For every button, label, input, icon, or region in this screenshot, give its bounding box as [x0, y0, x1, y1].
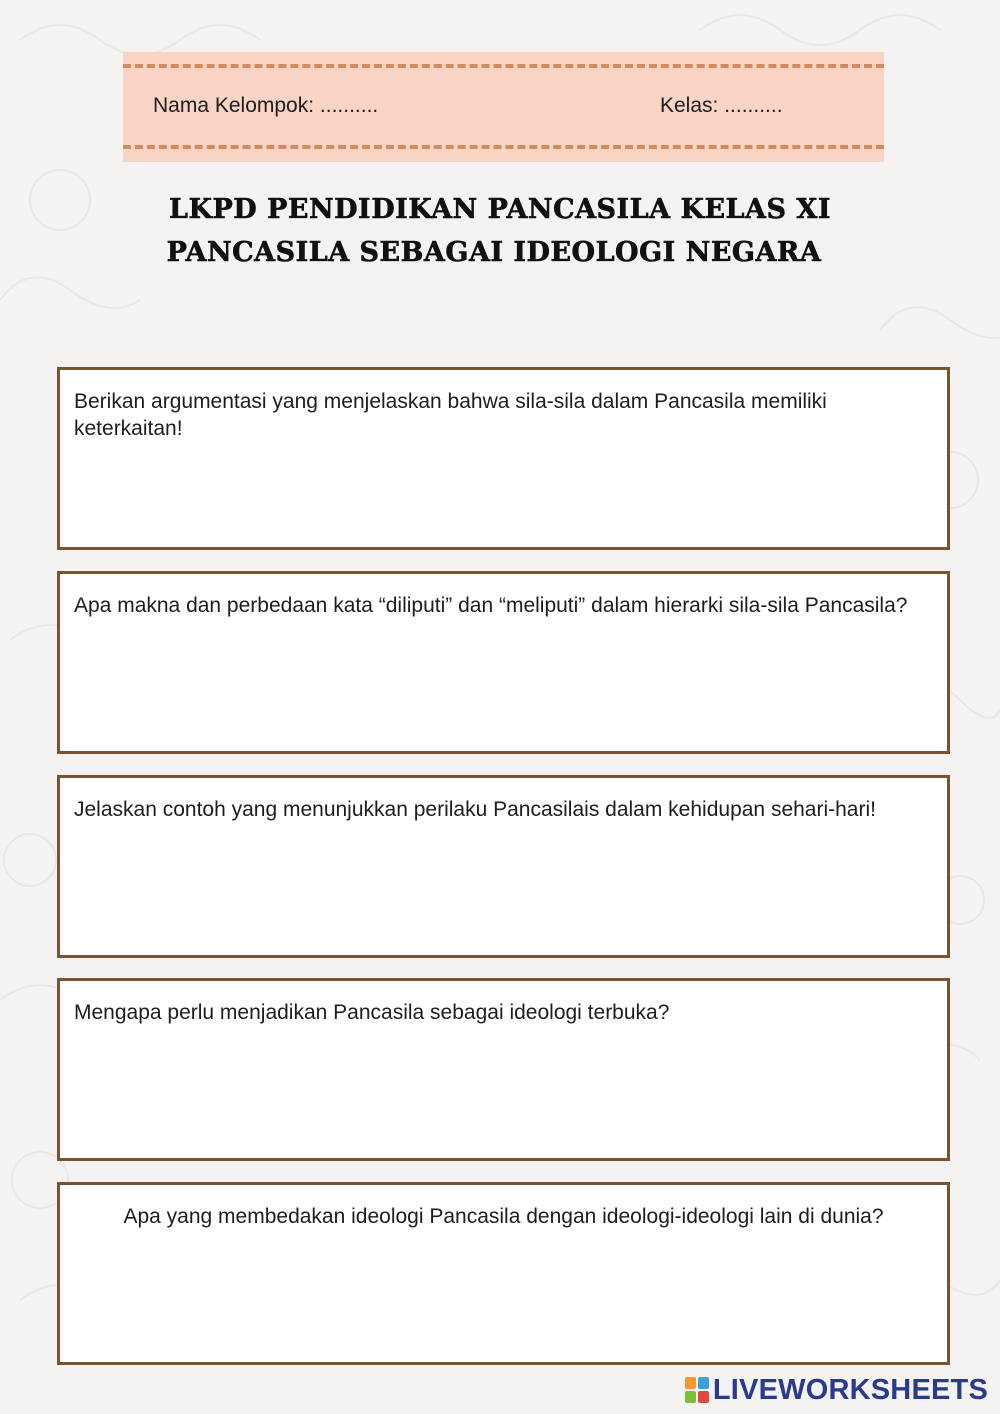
question-text: Apa yang membedakan ideologi Pancasila dengan ideologi-ideologi lain di dunia?: [123, 1205, 884, 1228]
liveworksheets-logo-icon: [685, 1377, 709, 1403]
page-title-line-2: PANCASILA SEBAGAI IDEOLOGI NEGARA: [166, 237, 822, 268]
question-box-2[interactable]: [57, 571, 950, 754]
question-text: Apa makna dan perbedaan kata “diliputi” dan “meliputi” dalam hierarki sila-sila Pancasila?: [74, 594, 908, 617]
liveworksheets-logo-text: LIVEWORKSHEETS: [712, 1373, 988, 1406]
liveworksheets-logo[interactable]: [685, 1374, 988, 1406]
nama-kelompok-field[interactable]: Nama Kelompok: ..........: [153, 94, 379, 117]
header-dash-bottom: [123, 145, 884, 149]
question-text: Jelaskan contoh yang menunjukkan perilaku Pancasilais dalam kehidupan sehari-hari!: [74, 798, 876, 821]
question-box-5[interactable]: [57, 1182, 950, 1365]
question-box-4[interactable]: [57, 978, 950, 1161]
question-box-1[interactable]: [57, 367, 950, 550]
question-box-3[interactable]: [57, 775, 950, 958]
question-text: Mengapa perlu menjadikan Pancasila sebagai ideologi terbuka?: [74, 1001, 670, 1024]
page-title-line-1: LKPD PENDIDIKAN PANCASILA KELAS XI: [169, 194, 831, 225]
question-text: Berikan argumentasi yang menjelaskan bahwa sila-sila dalam Pancasila memiliki keterkaitan!: [74, 390, 827, 440]
header-dash-top: [123, 64, 884, 68]
header-band: [123, 52, 884, 162]
kelas-field[interactable]: Kelas: ..........: [660, 94, 783, 117]
